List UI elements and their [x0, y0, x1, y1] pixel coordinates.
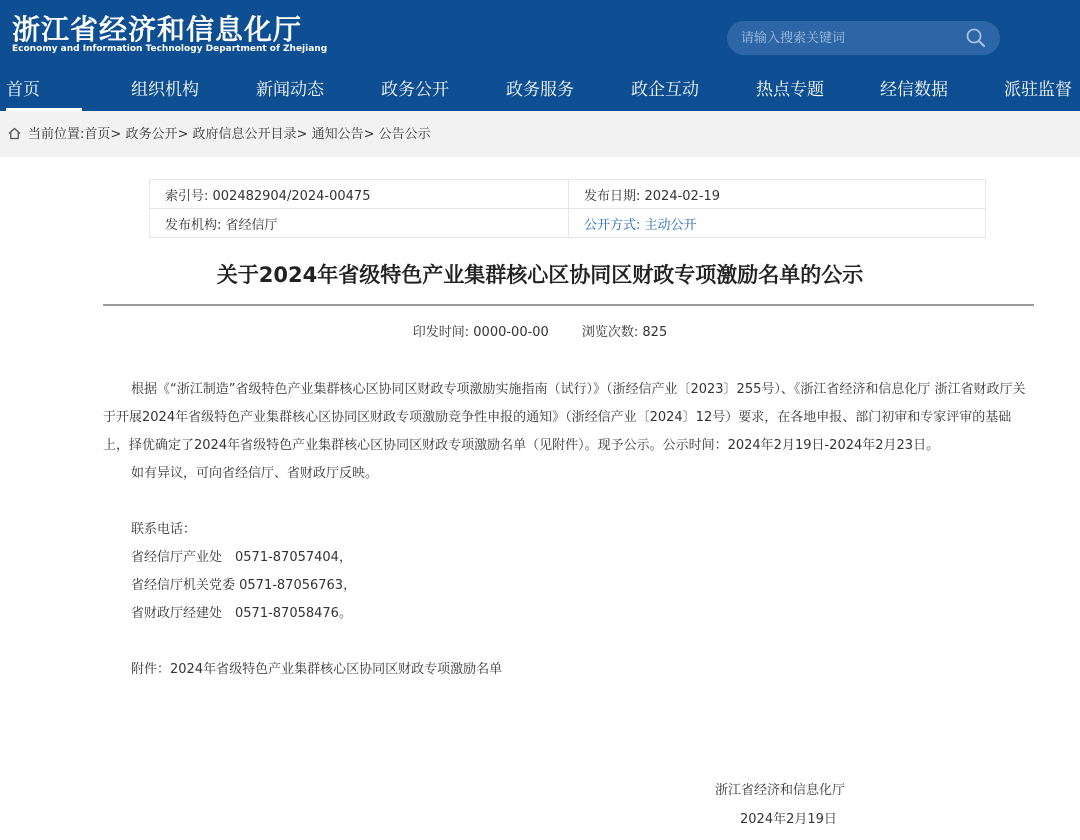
breadcrumb-separator: >: [363, 127, 375, 142]
nav-item-gov-affairs-open[interactable]: 政务公开: [381, 80, 449, 100]
breadcrumb-gov-open[interactable]: 政务公开: [125, 127, 178, 142]
signature-date: 2024年2月19日: [740, 812, 837, 827]
nav-item-organization[interactable]: 组织机构: [131, 80, 199, 100]
meta-disclosure-method: 公开方式: 主动公开: [569, 209, 986, 238]
nav-item-gov-enterprise-interaction[interactable]: 政企互动: [631, 80, 699, 100]
signature-org: 浙江省经济和信息化厅: [715, 783, 846, 798]
breadcrumb-announcements[interactable]: 公告公示: [378, 127, 431, 142]
document-meta-table: [149, 179, 986, 238]
breadcrumb-home[interactable]: 首页: [84, 127, 111, 142]
article-title: 关于2024年省级特色产业集群核心区协同区财政专项激励名单的公示: [216, 263, 864, 287]
breadcrumb-prefix: 当前位置:: [28, 127, 85, 142]
view-count: 浏览次数: 825: [581, 325, 668, 340]
breadcrumb: [28, 111, 431, 159]
search-box: [727, 21, 1000, 55]
site-logo-subtitle: Economy and Information Technology Department of Zhejiang: [12, 44, 328, 54]
main-nav: [0, 70, 1080, 111]
breadcrumb-separator: >: [110, 127, 122, 142]
search-icon[interactable]: [965, 27, 987, 49]
article-pub-info: [0, 321, 1080, 340]
breadcrumb-notices[interactable]: 通知公告: [311, 127, 364, 142]
body-paragraph: 如有异议，可向省经信厅、省财政厅反映。: [131, 466, 379, 481]
nav-item-hot-topics[interactable]: 热点专题: [756, 80, 824, 100]
attachment-link[interactable]: 附件：2024年省级特色产业集群核心区协同区财政专项激励名单: [131, 662, 503, 677]
nav-item-supervision[interactable]: 派驻监督: [1004, 80, 1072, 100]
blank-line: [103, 488, 1031, 516]
contact-label: 联系电话：: [131, 522, 197, 537]
nav-item-news[interactable]: 新闻动态: [256, 80, 324, 100]
print-time: 印发时间: 0000-00-00: [412, 325, 549, 340]
search-input[interactable]: [741, 21, 956, 55]
breadcrumb-info-catalog[interactable]: 政府信息公开目录: [192, 127, 297, 142]
breadcrumb-bar: [0, 111, 1080, 157]
nav-item-economy-data[interactable]: 经信数据: [880, 80, 948, 100]
nav-item-gov-services[interactable]: 政务服务: [506, 80, 574, 100]
contact-line: 省经信厅机关党委 0571-87056763，: [131, 578, 357, 593]
site-header: [0, 0, 1080, 111]
home-icon: [8, 127, 21, 140]
title-divider: [103, 304, 1034, 306]
site-logo-title[interactable]: 浙江省经济和信息化厅: [12, 13, 303, 46]
article-body: [103, 376, 1031, 684]
blank-line: [103, 628, 1031, 656]
meta-publish-date: 发布日期: 2024-02-19: [569, 180, 986, 209]
breadcrumb-separator: >: [296, 127, 308, 142]
nav-item-home[interactable]: 首页: [6, 70, 40, 108]
meta-publisher: 发布机构: 省经信厅: [150, 209, 569, 238]
breadcrumb-separator: >: [177, 127, 189, 142]
meta-index-no: 索引号: 002482904/2024-00475: [150, 180, 569, 209]
body-paragraph: 根据《“浙江制造”省级特色产业集群核心区协同区财政专项激励实施指南（试行）》（浙经信产业〔2023〕255号）、《浙江省经济和信息化厅 浙江省财政厅关于开展2024年省级特色产业集群核心区协同区财政专项激励竞争性申报的通知》（浙经信产业〔2024〕12号）要求，在各地申报、部门初审和专家评审的基础上，择优确定了2024年省级特色产业集群核心区协同区财政专项激励名单（见附件）。现予公示。公示时间：2024年2月19日-2024年2月23日。: [103, 382, 1026, 453]
contact-line: 省财政厅经建处 0571-87058476。: [131, 606, 352, 621]
contact-line: 省经信厅产业处 0571-87057404，: [131, 550, 352, 565]
